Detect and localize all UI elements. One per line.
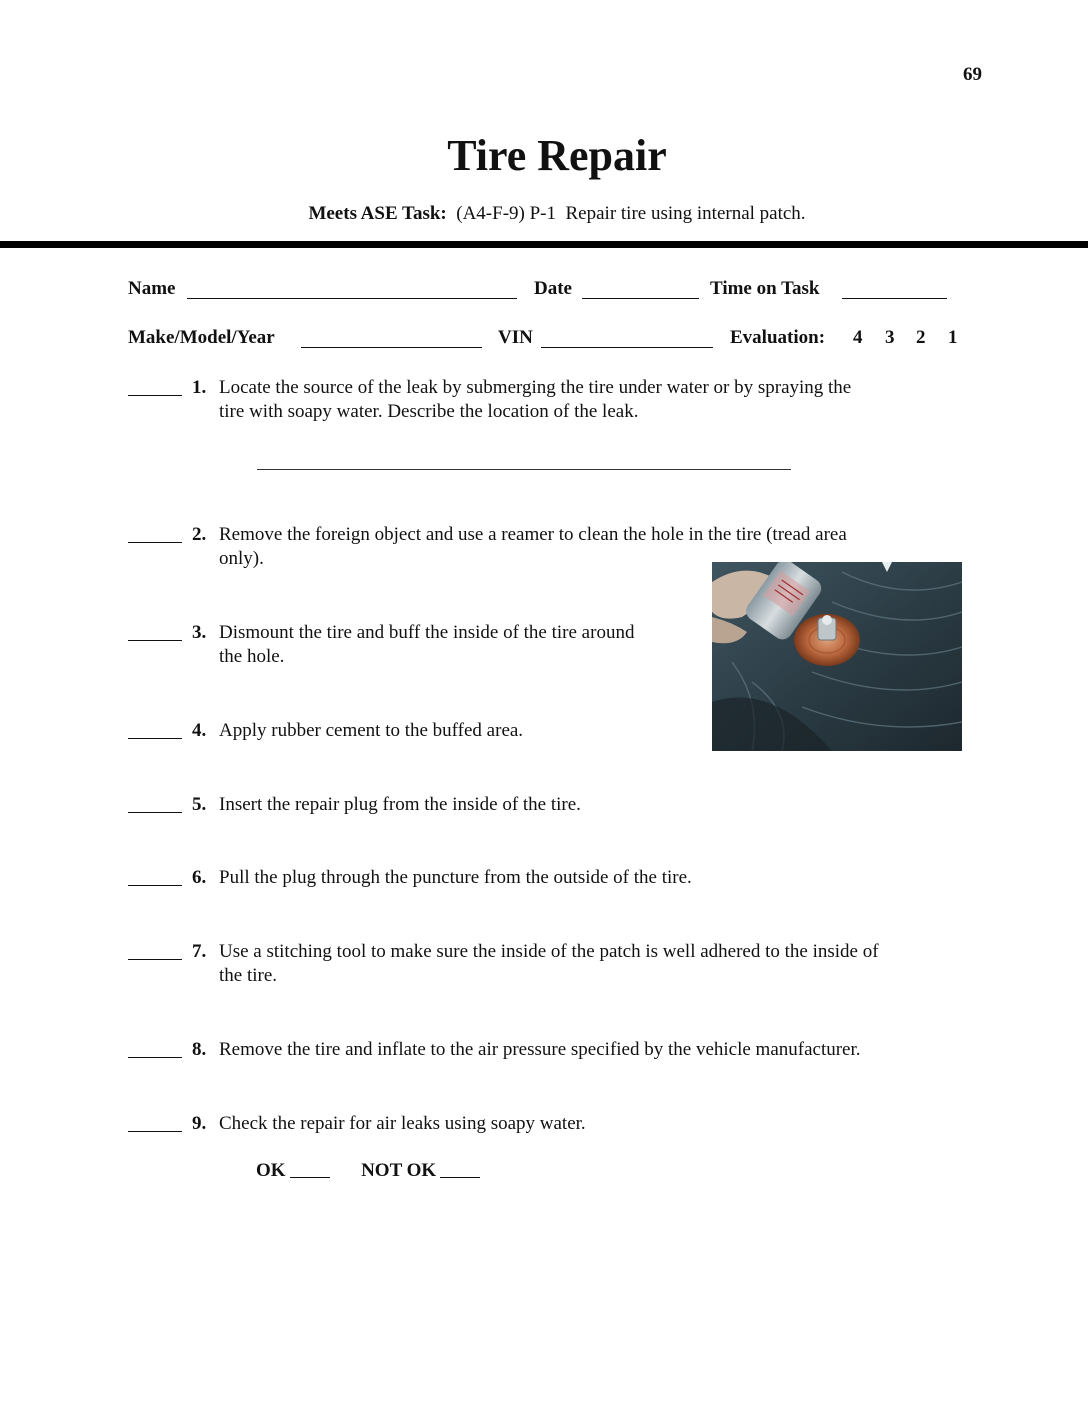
step-9-number: 9.: [192, 1113, 207, 1134]
step-3-number: 3.: [192, 622, 207, 643]
ase-task-code: (A4-F-9) P-1: [456, 203, 556, 224]
leak-location-answer-line[interactable]: [257, 469, 791, 470]
step-8: [128, 1038, 968, 1062]
step-2-line-1: Remove the foreign object and use a reamer to clean the hole in the tire (tread area: [219, 524, 847, 545]
step-3-checkbox-line[interactable]: [128, 640, 182, 641]
step-3: [128, 621, 708, 669]
step-7-text: [219, 940, 879, 988]
step-5-checkbox-line[interactable]: [128, 812, 182, 813]
step-5-text: [219, 793, 581, 817]
vehicle-info-row: [128, 327, 968, 353]
step-7-number: 7.: [192, 941, 207, 962]
step-1-number: 1.: [192, 377, 207, 398]
step-2-number: 2.: [192, 524, 207, 545]
step-6-text: [219, 866, 692, 890]
time-on-task-label: Time on Task: [710, 278, 820, 299]
ok-field[interactable]: [290, 1177, 330, 1178]
ase-task-label: Meets ASE Task:: [308, 203, 447, 224]
step-3-text: [219, 621, 634, 669]
step-1-text: [219, 376, 851, 424]
step-4-text: [219, 719, 523, 743]
ase-task-line: [0, 203, 1088, 225]
step-3-line-2: the hole.: [219, 646, 285, 667]
step-9-checkbox-line[interactable]: [128, 1131, 182, 1132]
header-divider: [0, 241, 1088, 248]
evaluation-score-1[interactable]: 1: [948, 327, 958, 348]
step-8-text: [219, 1038, 861, 1062]
step-1-line-2: tire with soapy water. Describe the location of the leak.: [219, 401, 639, 422]
step-4-checkbox-line[interactable]: [128, 738, 182, 739]
make-model-year-label: Make/Model/Year: [128, 327, 275, 348]
date-label: Date: [534, 278, 572, 299]
step-8-line-1: Remove the tire and inflate to the air pressure specified by the vehicle manufacturer.: [219, 1039, 861, 1060]
evaluation-label: Evaluation:: [730, 327, 826, 348]
step-3-line-1: Dismount the tire and buff the inside of the tire around: [219, 622, 635, 643]
step-1-line-1: Locate the source of the leak by submerging the tire under water or by spraying the: [219, 377, 852, 398]
step-4-line-1: Apply rubber cement to the buffed area.: [219, 720, 524, 741]
step-7-line-1: Use a stitching tool to make sure the inside of the patch is well adhered to the inside of: [219, 941, 879, 962]
step-6-line-1: Pull the plug through the puncture from the outside of the tire.: [219, 867, 692, 888]
evaluation-score-3[interactable]: 3: [885, 327, 895, 348]
evaluation-score-2[interactable]: 2: [916, 327, 926, 348]
evaluation-score-4[interactable]: 4: [853, 327, 863, 348]
step-6-checkbox-line[interactable]: [128, 885, 182, 886]
step-8-number: 8.: [192, 1039, 207, 1060]
vin-field[interactable]: [541, 347, 713, 348]
step-4-number: 4.: [192, 720, 207, 741]
time-on-task-field[interactable]: [842, 298, 947, 299]
tire-buffing-photo-icon: [712, 562, 962, 751]
step-7-checkbox-line[interactable]: [128, 959, 182, 960]
step-8-checkbox-line[interactable]: [128, 1057, 182, 1058]
step-1-checkbox-line[interactable]: [128, 395, 182, 396]
step-7: [128, 940, 968, 988]
ase-task-description: Repair tire using internal patch.: [565, 203, 806, 224]
step-7-line-2: the tire.: [219, 965, 278, 986]
student-info-row: [128, 278, 968, 304]
date-field[interactable]: [582, 298, 699, 299]
ok-label: OK: [256, 1160, 286, 1181]
step-1: [128, 376, 968, 424]
step-5-number: 5.: [192, 794, 207, 815]
not-ok-field[interactable]: [440, 1177, 480, 1178]
page-number: 69: [963, 64, 982, 85]
step-9-line-1: Check the repair for air leaks using soapy water.: [219, 1113, 586, 1134]
name-field[interactable]: [187, 298, 517, 299]
vin-label: VIN: [498, 327, 533, 348]
make-model-year-field[interactable]: [301, 347, 482, 348]
page-title: Tire Repair: [447, 131, 667, 180]
step-5-line-1: Insert the repair plug from the inside of the tire.: [219, 794, 581, 815]
not-ok-label: NOT OK: [361, 1160, 437, 1181]
result-row: [256, 1160, 480, 1182]
step-2-line-2: only).: [219, 548, 264, 569]
step-6-number: 6.: [192, 867, 207, 888]
step-2-checkbox-line[interactable]: [128, 542, 182, 543]
step-5: [128, 793, 968, 817]
step-4: [128, 719, 708, 743]
tire-buffing-photo: [712, 562, 962, 751]
step-6: [128, 866, 968, 890]
name-label: Name: [128, 278, 176, 299]
step-9-text: [219, 1112, 586, 1136]
step-9: [128, 1112, 968, 1136]
